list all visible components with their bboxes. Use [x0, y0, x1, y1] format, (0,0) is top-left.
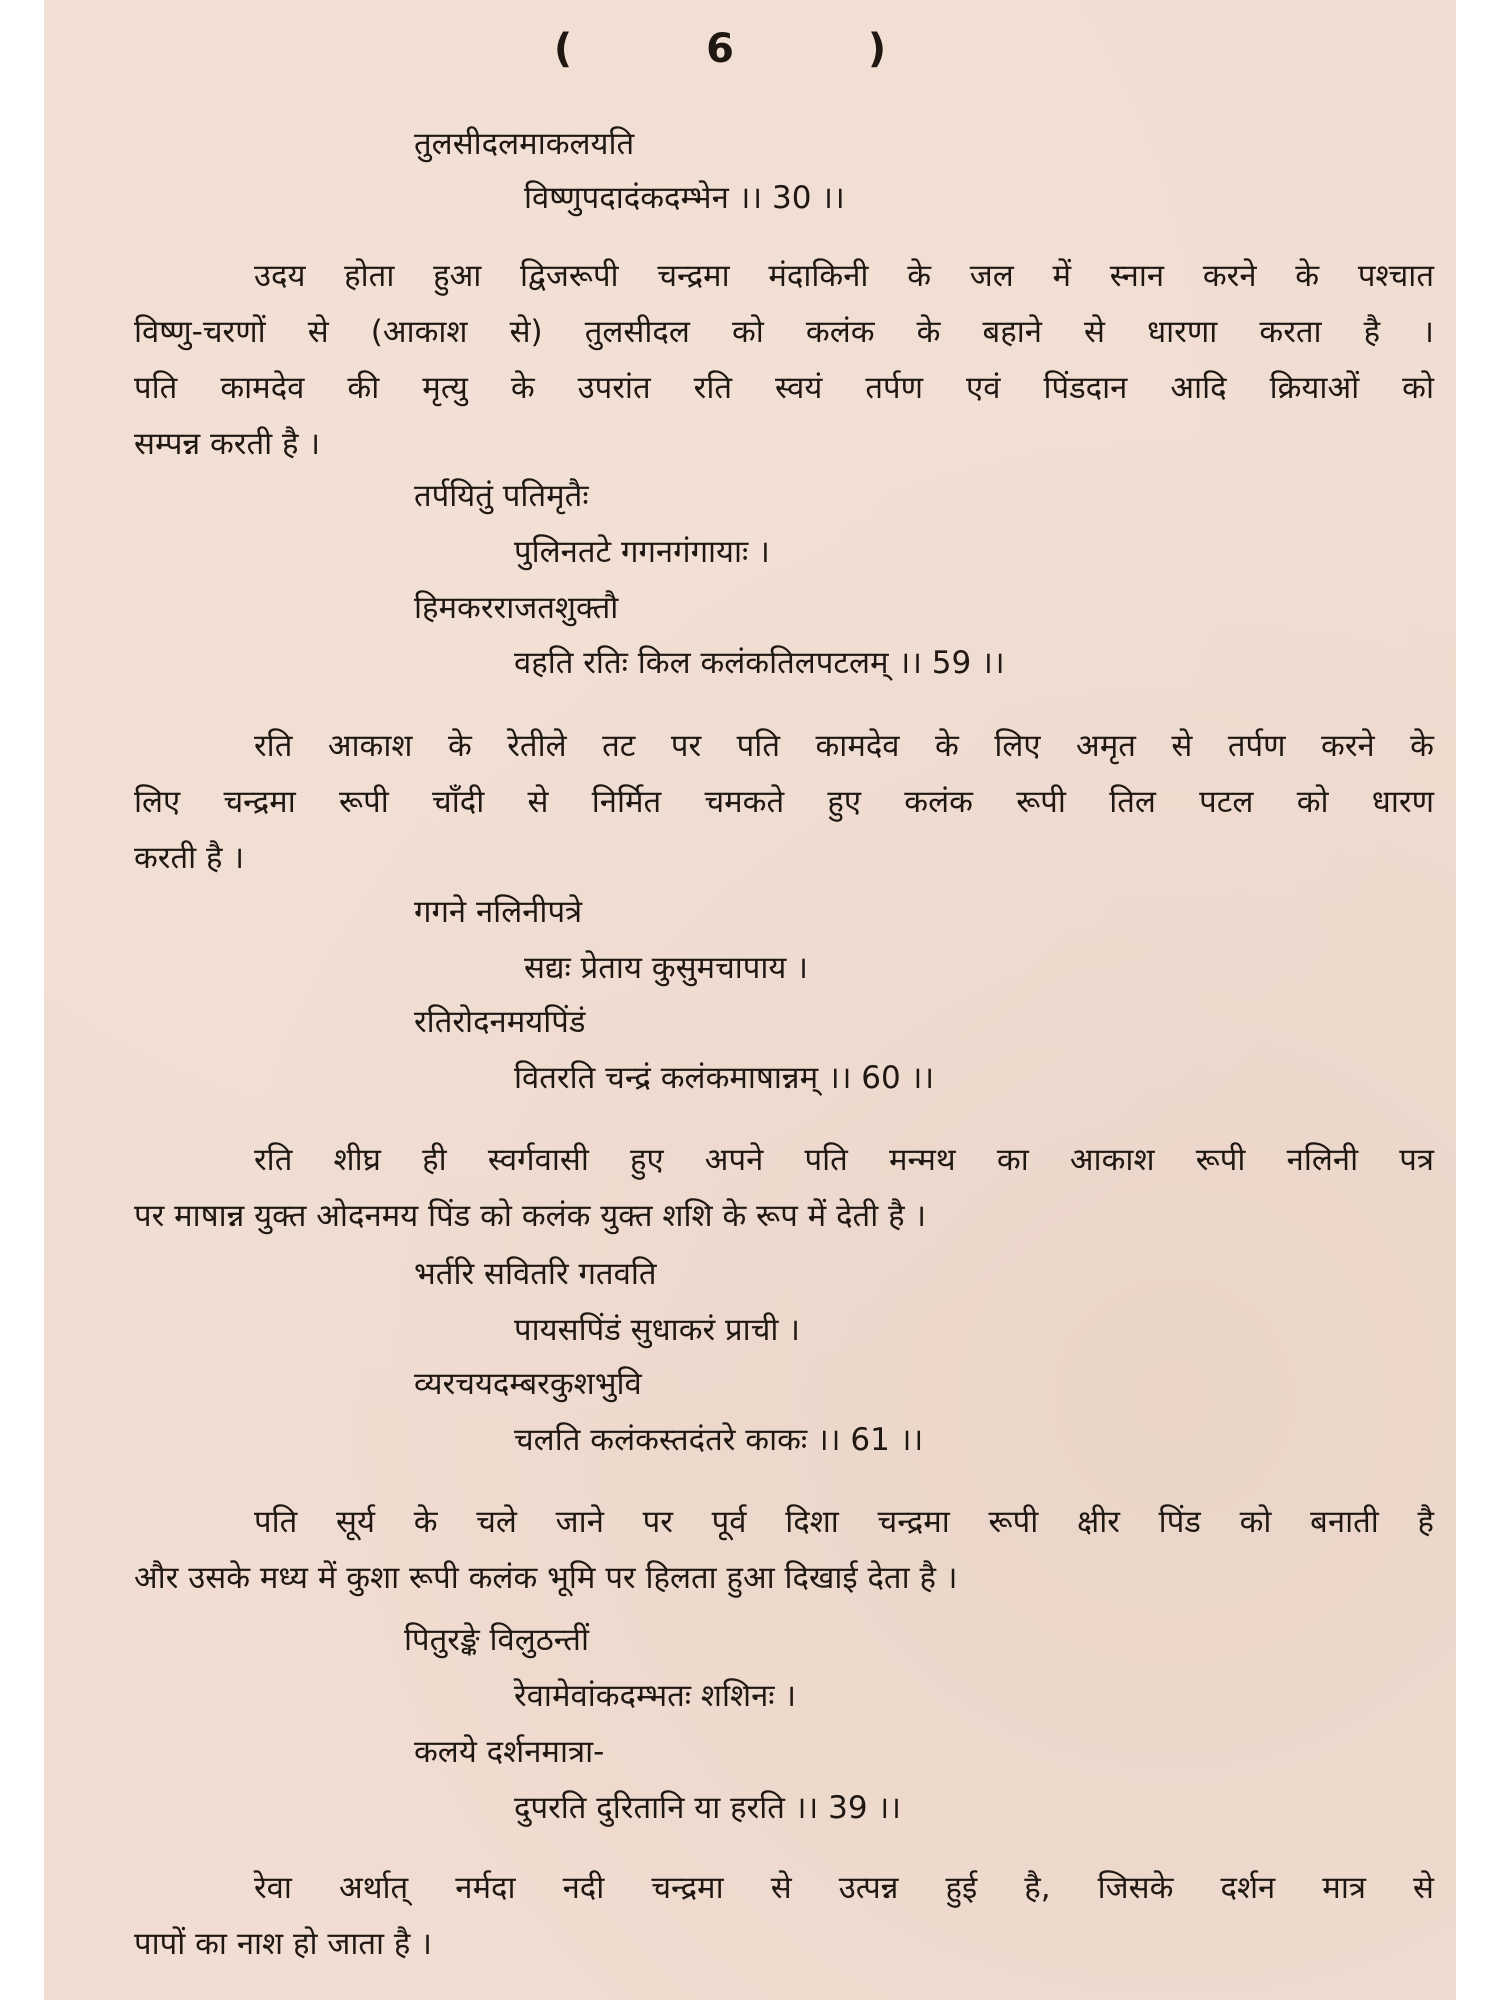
paragraph-line: सम्पन्न करती है ।: [134, 426, 321, 462]
verse-line: पितुरङ्के विलुठन्तीं: [404, 1622, 590, 1658]
verse-line: कलये दर्शनमात्रा-: [414, 1734, 605, 1770]
verse-line: तुलसीदलमाकलयति: [414, 126, 635, 162]
page-number: ( 6 ): [553, 26, 947, 72]
paragraph-line: पर माषान्न युक्त ओदनमय पिंड को कलंक युक्त शशि के रूप में देती है ।: [134, 1198, 927, 1234]
verse-line: चलति कलंकस्तदंतरे काकः ।। 61 ।।: [514, 1422, 924, 1458]
verse-line: पुलिनतटे गगनगंगायाः ।: [514, 534, 770, 570]
verse-line: सद्यः प्रेताय कुसुमचापाय ।: [524, 950, 809, 986]
verse-line: भर्तरि सवितरि गतवति: [414, 1256, 657, 1292]
paragraph: [134, 1860, 1434, 1972]
verse-line: हिमकरराजतशुक्तौ: [414, 590, 619, 626]
paragraph-line: रति शीघ्र ही स्वर्गवासी हुए अपने पति मन्मथ का आकाश रूपी नलिनी पत्र: [254, 1142, 1434, 1178]
paragraph-line: पति सूर्य के चले जाने पर पूर्व दिशा चन्द्रमा रूपी क्षीर पिंड को बनाती है: [254, 1504, 1434, 1540]
verse-line: दुपरति दुरितानि या हरति ।। 39 ।।: [514, 1790, 901, 1826]
paragraph-line: करती है ।: [134, 840, 245, 876]
verse-line: गगने नलिनीपत्रे: [414, 894, 583, 930]
verse-line: रेवामेवांकदम्भतः शशिनः ।: [514, 1678, 797, 1714]
verse-line: विष्णुपदादंकदम्भेन ।। 30 ।।: [524, 180, 845, 216]
paragraph: [134, 1494, 1434, 1606]
verse-line: पायसपिंडं सुधाकरं प्राची ।: [514, 1312, 801, 1348]
paragraph-line: रेवा अर्थात् नर्मदा नदी चन्द्रमा से उत्पन्न हुई है, जिसके दर्शन मात्र से: [254, 1870, 1434, 1906]
paragraph-line: पति कामदेव की मृत्यु के उपरांत रति स्वयं तर्पण एवं पिंडदान आदि क्रियाओं को: [134, 370, 1434, 406]
paragraph: [134, 1132, 1434, 1244]
paragraph: [134, 248, 1434, 472]
paragraph-line: उदय होता हुआ द्विजरूपी चन्द्रमा मंदाकिनी के जल में स्नान करने के पश्चात: [254, 258, 1434, 294]
paragraph-line: पापों का नाश हो जाता है ।: [134, 1926, 432, 1962]
paragraph: [134, 718, 1434, 886]
verse-line: वितरति चन्द्रं कलंकमाषान्नम् ।। 60 ।।: [514, 1060, 935, 1096]
paragraph-line: लिए चन्द्रमा रूपी चाँदी से निर्मित चमकते हुए कलंक रूपी तिल पटल को धारण: [134, 784, 1434, 820]
verse-line: वहति रतिः किल कलंकतिलपटलम् ।। 59 ।।: [514, 645, 1005, 681]
verse-line: रतिरोदनमयपिंडं: [414, 1004, 586, 1040]
verse-line: तर्पयितुं पतिमृतैः: [414, 478, 589, 514]
paragraph-line: विष्णु-चरणों से (आकाश से) तुलसीदल को कलंक के बहाने से धारणा करता है ।: [134, 314, 1434, 350]
paragraph-line: और उसके मध्य में कुशा रूपी कलंक भूमि पर हिलता हुआ दिखाई देता है ।: [134, 1560, 958, 1596]
verse-line: व्यरचयदम्बरकुशभुवि: [414, 1366, 642, 1402]
paragraph-line: रति आकाश के रेतीले तट पर पति कामदेव के लिए अमृत से तर्पण करने के: [254, 728, 1434, 764]
book-page: [44, 0, 1456, 2000]
